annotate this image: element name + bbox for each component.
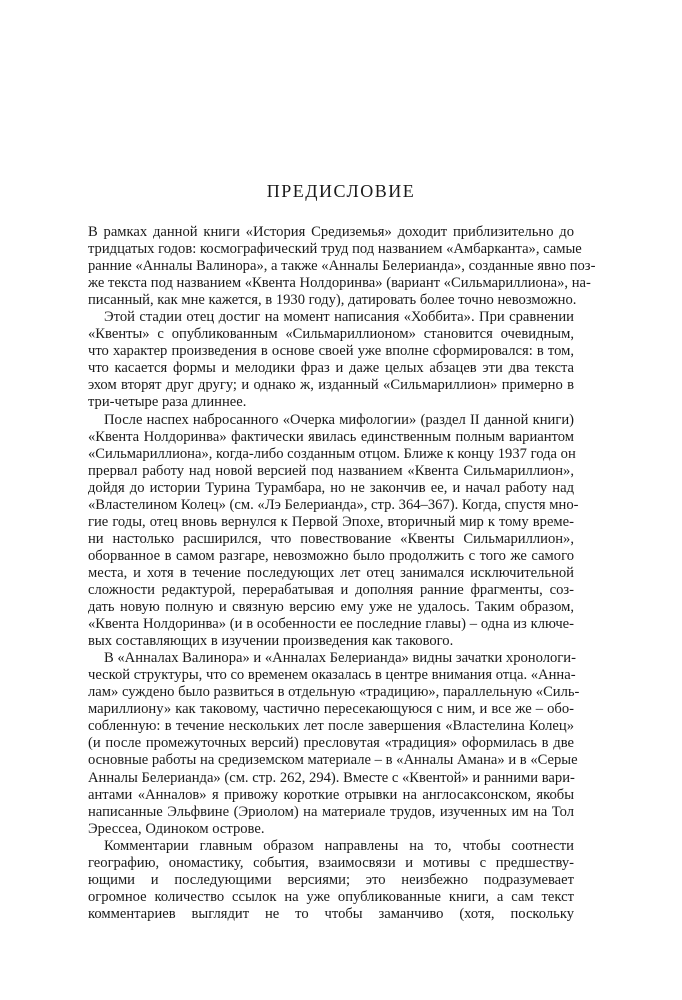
text-line: прервал работу над новой версией под названием «Квента Сильмариллион», [88, 462, 574, 479]
text-line: лам» суждено было развиться в отдельную «традицию», параллельную «Силь- [88, 684, 580, 701]
paragraph [88, 224, 596, 309]
text-line: Эрессеа, Одиноком острове. [88, 820, 265, 837]
text-line: В «Анналах Валинора» и «Анналах Белерианда» видны зачатки хронологи- [104, 650, 576, 667]
text-line: (и после промежуточных версий) пресловутая «традиция» оформилась в две [88, 735, 574, 752]
text-line: что характер произведения в основе своей уже вполне сформировался: в том, [88, 343, 574, 360]
paragraph [88, 650, 580, 838]
text-line: что касается формы и мелодики фраз и даже целых абзацев эти два текста [88, 360, 574, 377]
text-line: ранние «Анналы Валинора», а также «Анналы Белерианда», созданные явно поз- [88, 258, 596, 275]
paragraph [88, 411, 579, 651]
text-line: гие годы, отец вновь вернулся к Первой Эпохе, вторичный мир к тому време- [88, 513, 574, 530]
text-line: же текста под названием «Квента Нолдоринва» (вариант «Сильмариллиона», на- [88, 275, 591, 292]
paragraph [88, 309, 574, 411]
text-line: Анналы Белерианда» (см. стр. 262, 294). Вместе с «Квентой» и ранними вари- [88, 769, 575, 786]
text-line: оборванное в самом разгаре, невозможно было продолжить с того же самого [88, 547, 574, 564]
text-line: комментариев выглядит не то чтобы заманчиво (хотя, поскольку [88, 905, 574, 922]
text-line: тридцатых годов: космографический труд под названием «Амбарканта», самые [88, 241, 582, 258]
text-line: места, и хотя в течение последующих лет отец занимался исключительной [88, 564, 574, 581]
text-line: Этой стадии отец достиг на момент написания «Хоббита». При сравнении [104, 309, 574, 326]
text-line: «Квента Нолдоринва» фактически явилась единственным полным вариантом [88, 428, 574, 445]
paragraph [88, 838, 574, 923]
text-line: дойдя до истории Турина Турамбара, но не закончив ее, и начал работу над [88, 479, 574, 496]
text-line: ющими и последующими версиями; это неизбежно подразумевает [88, 871, 574, 888]
text-line: географию, ономастику, события, взаимосвязи и мотивы с предшеству- [88, 854, 574, 871]
text-line: написанные Эльфвине (Эриолом) на материале трудов, изученных им на Тол [88, 803, 574, 820]
text-line: «Властелином Колец» (см. «Лэ Белерианда», стр. 364–367). Когда, спустя мно- [88, 496, 579, 513]
text-line: ни настолько расширился, что повествование «Квенты Сильмариллион», [88, 530, 574, 547]
text-line: ческой структуры, что со временем оказалась в центре внимания отца. «Анна- [88, 667, 576, 684]
text-line: Комментарии главным образом направлены на то, чтобы соотнести [104, 837, 574, 854]
text-line: «Сильмариллиона», когда-либо созданным отцом. Ближе к концу 1937 года он [88, 445, 576, 462]
text-line: «Квента Нолдоринва» (и в особенности ее последние главы) – одна из ключе- [88, 616, 574, 633]
text-line: дать новую полную и связную версию ему уже не удалось. Таким образом, [88, 599, 574, 616]
text-line: В рамках данной книги «История Средиземья» доходит приблизительно до [88, 224, 574, 240]
text-line: собленную: в течение нескольких лет после завершения «Властелина Колец» [88, 718, 574, 735]
text-line: антами «Анналов» я привожу короткие отрывки на англосаксонском, якобы [88, 786, 574, 803]
body-text [88, 224, 596, 923]
text-line: мариллиону» как таковому, частично пересекающуюся с ним, и все же – обо- [88, 701, 574, 718]
text-line: огромное количество ссылок на уже опубликованные книги, а сам текст [88, 888, 574, 905]
text-line: три-четыре раза длиннее. [88, 394, 247, 411]
text-line: писанный, как мне кажется, в 1930 году), датировать более точно невозможно. [88, 292, 577, 309]
text-line: вых составляющих в изучении произведения как такового. [88, 633, 454, 650]
text-line: сложности редактурой, перерабатывая и дополняя ранние фрагменты, соз- [88, 581, 574, 598]
text-line: основные работы на средиземском материале – в «Анналы Амана» и в «Серые [88, 752, 578, 769]
text-line: эхом вторят друг другу; и однако ж, изданный «Сильмариллион» примерно в [88, 377, 574, 394]
text-line: «Квенты» с опубликованным «Сильмариллионом» становится очевидным, [88, 326, 574, 343]
text-line: После наспех набросанного «Очерка мифологии» (раздел II данной книги) [104, 411, 574, 428]
chapter-title: ПРЕДИСЛОВИЕ [266, 181, 416, 201]
